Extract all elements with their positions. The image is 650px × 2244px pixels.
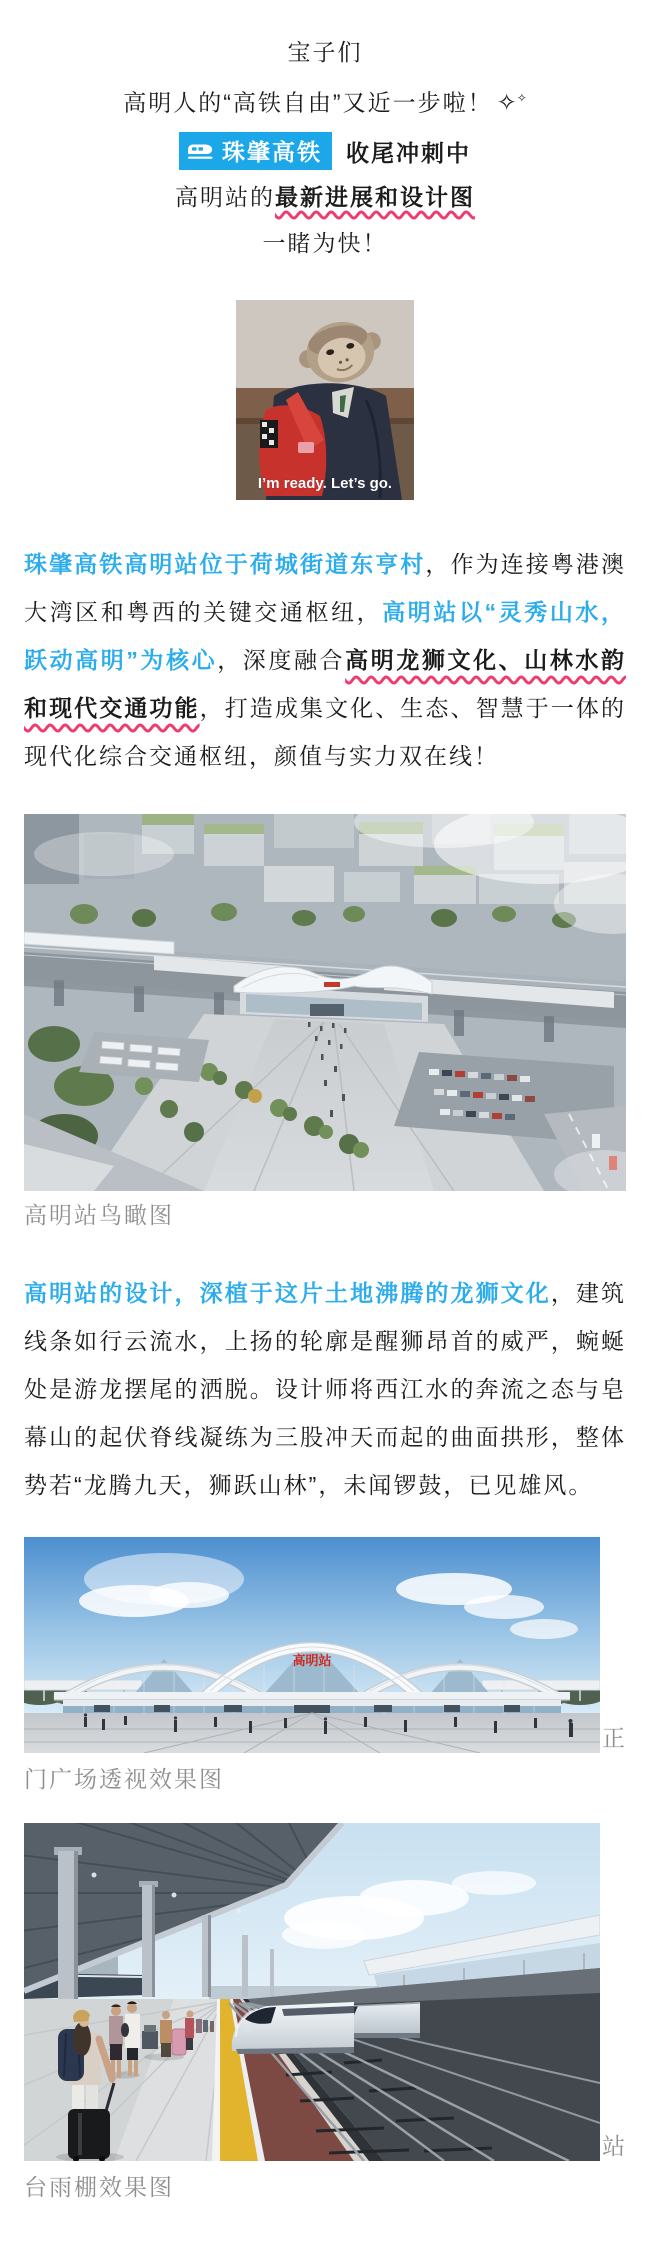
paragraph-1 bbox=[24, 540, 626, 780]
figure-facade-caption: 门广场透视效果图 bbox=[24, 1765, 224, 1792]
rail-line-badge bbox=[179, 132, 332, 170]
intro-line-5: 一睹为快！ bbox=[262, 229, 388, 256]
headline-prefix: 高明站的 bbox=[175, 183, 275, 210]
figure-platform-caption: 台雨棚效果图 bbox=[24, 2173, 174, 2200]
intro-line-1: 宝子们 bbox=[287, 39, 363, 65]
sparkle-icon: ✧✧ bbox=[496, 89, 527, 117]
train-icon bbox=[187, 141, 214, 160]
p1-bold-wavy: 高明龙狮文化、山林水韵和现代交通功能 bbox=[24, 646, 627, 721]
figure-platform-render[interactable] bbox=[24, 1823, 626, 2161]
badge-row bbox=[24, 136, 626, 167]
figure-aerial-caption: 高明站鸟瞰图 bbox=[24, 1201, 174, 1228]
figure-platform-caption-inline: 站 bbox=[602, 2132, 625, 2159]
p1-text-1: ，作为连接粤港澳大湾区和粤西的关键交通枢纽， bbox=[24, 550, 627, 625]
facade-station-sign: 高明站 bbox=[292, 1652, 332, 1668]
paragraph-2 bbox=[24, 1269, 626, 1509]
p2-blue-1: 高明站的设计，深植于这片土地沸腾的龙狮文化 bbox=[24, 1279, 551, 1306]
meme-image[interactable] bbox=[236, 300, 414, 500]
p1-blue-1: 珠肇高铁高明站位于荷城街道东亨村 bbox=[24, 550, 426, 577]
headline-emphasis: 最新进展和设计图 bbox=[275, 183, 475, 210]
meme-caption: I’m ready. Let’s go. bbox=[257, 474, 393, 492]
p1-text-2: ，深度融合 bbox=[217, 646, 346, 673]
figure-facade-render[interactable] bbox=[24, 1537, 626, 1753]
p2-text-1: ，建筑线条如行云流水，上扬的轮廓是醒狮昂首的威严，蜿蜒处是游龙摆尾的洒脱。设计师将西江水的奔流之态与皂幕山的起伏脊线凝练为三股冲天而起的曲面拱形，整体势若“龙腾九天，狮跃山林”，未闻锣鼓，已见雄风。 bbox=[24, 1279, 627, 1498]
intro-line-2-text: 高明人的“高铁自由”又近一步啦！ bbox=[123, 89, 493, 116]
p1-text-3: ，打造成集文化、生态、智慧于一体的现代化综合交通枢纽，颜值与实力双在线！ bbox=[24, 694, 627, 769]
figure-aerial-render[interactable] bbox=[24, 814, 626, 1191]
p1-blue-2: 高明站以“灵秀山水，跃动高明”为核心 bbox=[24, 598, 627, 673]
headline bbox=[24, 183, 626, 211]
figure-facade-caption-inline: 正 bbox=[602, 1724, 625, 1751]
badge-suffix: 收尾冲刺中 bbox=[346, 139, 471, 166]
intro-line-2 bbox=[24, 84, 626, 118]
facade-plaza bbox=[24, 1713, 600, 1753]
badge-label: 珠肇高铁 bbox=[222, 139, 322, 166]
